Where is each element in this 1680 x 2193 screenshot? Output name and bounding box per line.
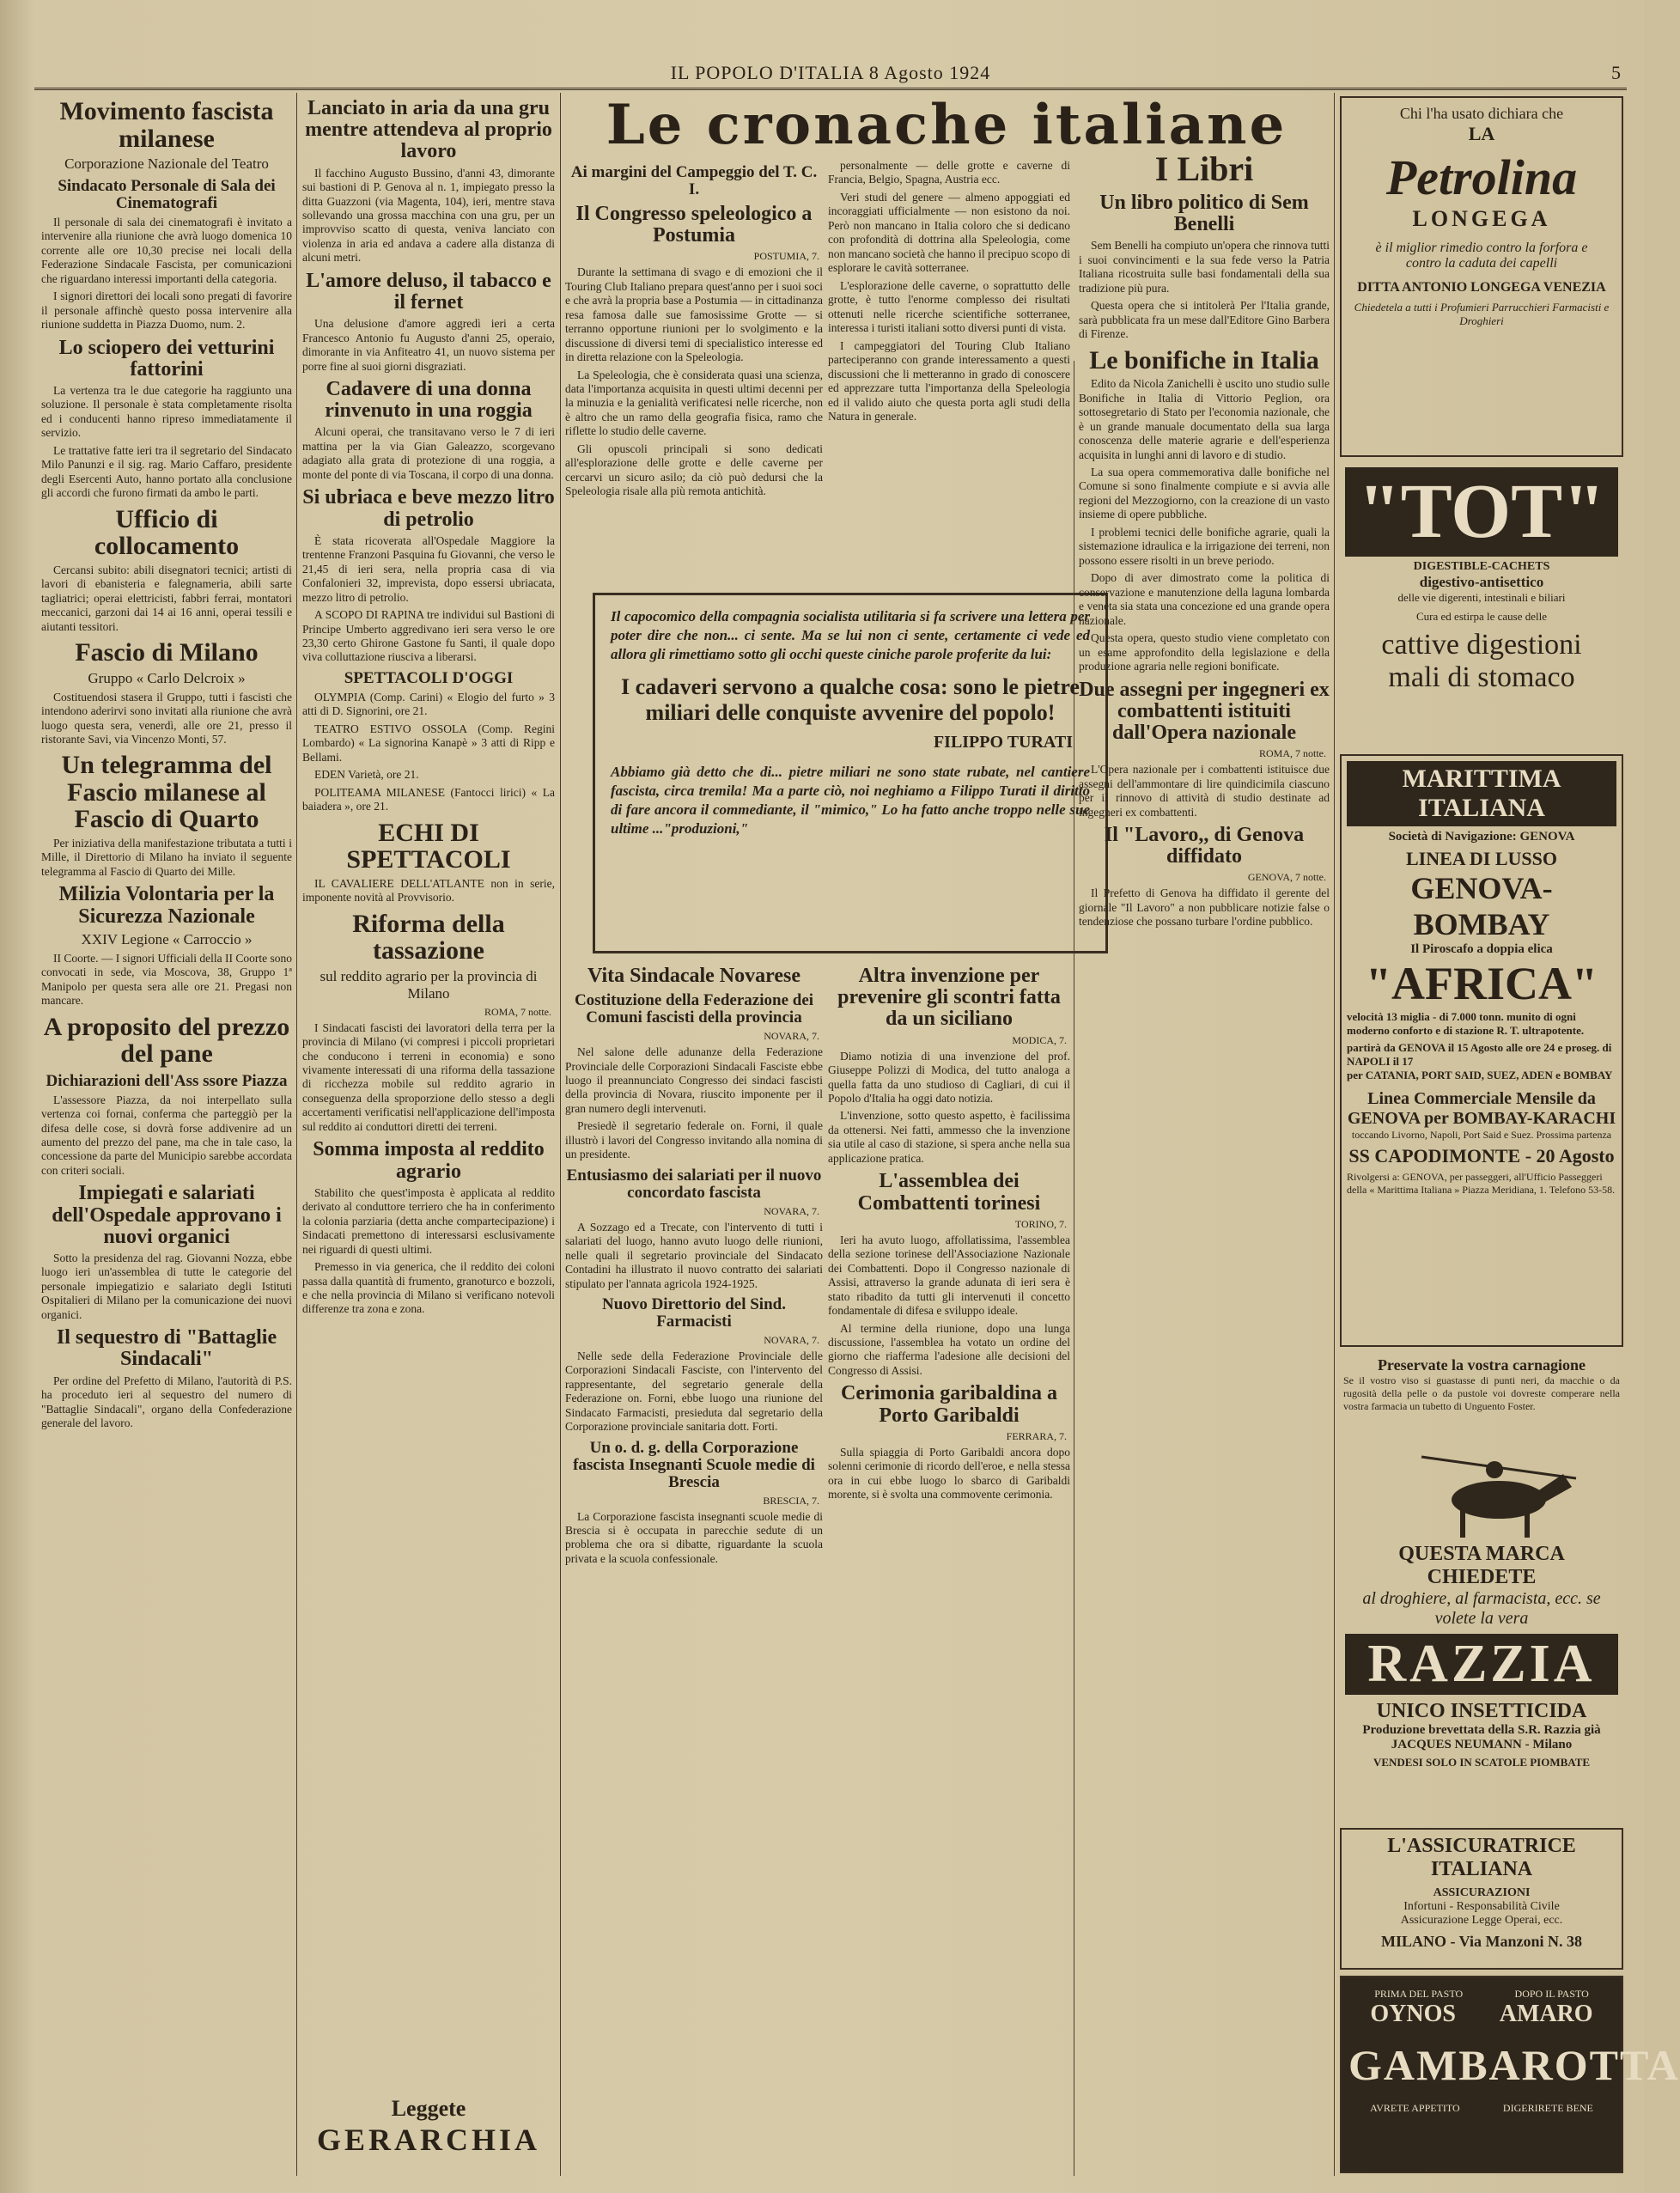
dateline: GENOVA, 7 notte. — [1247, 871, 1326, 884]
article-text: Questa opera che si intitolerà Per l'Italia grande, sarà pubblicata fra un mese dall'Editore Gino Barbera di Firenze. — [1079, 299, 1330, 341]
headline: Il Congresso speleologico a Postumia — [575, 202, 813, 247]
box-quote: I cadaveri servono a qualche cosa: sono le pietre miliari delle conquiste avvenire del popolo! — [621, 674, 1080, 726]
ad-text: Assicurazione Legge Operai, ecc. — [1400, 1914, 1563, 1927]
headline: Si ubriaca e beve mezzo litro di petrolio — [302, 486, 555, 531]
subheadline: Dichiarazioni dell'Ass ssore Piazza — [46, 1071, 288, 1090]
ad-text: "AFRICA" — [1366, 958, 1598, 1009]
dateline: ROMA, 7 notte. — [1259, 747, 1326, 760]
headline: Vita Sindacale Novarese — [587, 965, 800, 987]
promo-title: GERARCHIA — [316, 2123, 540, 2157]
article-text: Sulla spiaggia di Porto Garibaldi ancora dopo solenni cerimonie di ricordo dell'eroe, e nella stessa ora in cui ebbe luogo lo sbarco di Garibaldi morente, si è svolta una commovente cerimonia. — [828, 1445, 1070, 1502]
ad-tot — [1340, 462, 1623, 746]
ad-text: OYNOS — [1370, 2001, 1456, 2027]
ad-text: velocità 13 miglia - di 7.000 tonn. munito di ogni moderno conforto e di stazione R. T. ultrapotente. — [1347, 1010, 1585, 1037]
headline: SPETTACOLI D'OGGI — [344, 668, 514, 687]
ad-row — [1348, 1988, 1615, 2001]
article-text: Presiedè il segretario federale on. Forni, il quale illustrò i lavori del Congresso invitando alla nomina di un presidente. — [565, 1119, 823, 1161]
article-text: Sem Benelli ha compiuto un'opera che rinnova tutti i suoi convincimenti e la sua fede verso la Patria Italiana ricostruita sulle basi fondamentali della sua tradizione più pura. — [1079, 239, 1330, 295]
column-rule — [296, 93, 297, 2176]
article-text: L'Opera nazionale per i combattenti istituisce due assegni dell'ammontare di lire quindicimila ciascuno per il rinnovo di attività di studio destinate ad ingegneri ex combattenti. — [1079, 763, 1330, 819]
listing: TEATRO ESTIVO OSSOLA (Comp. Regini Lombardo) « La signorina Kanapè » 3 atti di Ripp e Bellami. — [302, 722, 555, 764]
ad-text: Se il vostro viso si guastasse di punti neri, da macchie o da rugosità della pelle o da pustole voi dovreste comperare nella vostra farmacia un tubetto di Unguento Foster. — [1343, 1374, 1620, 1412]
dateline: POSTUMIA, 7. — [753, 250, 819, 263]
article-text: La vertenza tra le due categorie ha raggiunto una soluzione. Il personale è stata completamente risolta ed i conducenti hanno ripreso immediatamente il servizio. — [41, 384, 292, 440]
ad-text: toccando Livorno, Napoli, Port Said e Suez. Prossima partenza — [1351, 1129, 1612, 1141]
ad-text: Il Piroscafo a doppia elica — [1410, 942, 1553, 956]
subheadline: Corporazione Nazionale del Teatro — [64, 155, 269, 172]
article-text: La Corporazione fascista insegnanti scuole medie di Brescia si è occupata in parecchie sedute di un problema che ora si dibatte, riguardante la scuola privata e la scuola confessionale. — [565, 1509, 823, 1565]
article-text: L'assessore Piazza, da noi interpellato sulla vertenza coi fornai, conferma che parteggiò per la difesa delle cose, si dovrà forse addivenire ad un aumento del prezzo del pane, ma che in tale caso, la concessione da parte del Municipio sarebbe accordata con criteri sociali. — [41, 1093, 292, 1177]
ad-brand: Petrolina — [1385, 149, 1578, 205]
ad-razzia — [1340, 1435, 1623, 1821]
box-intro: Il capocomico della compagnia socialista utilitaria si fa scrivere una lettera per poter dire che non... ci sente. Ma se lui non ci sente, certamente ci vede ed allora gli rimettiamo sotto gli occhi queste ciniche parole proferite da lui: — [611, 608, 1090, 663]
headline: Cadavere di una donna rinvenuto in una roggia — [325, 378, 533, 423]
page-header — [34, 58, 1627, 90]
ad-marittima — [1340, 754, 1623, 1347]
headline: Il sequestro di "Battaglie Sindacali" — [56, 1326, 277, 1371]
subheadline: XXIV Legione « Carroccio » — [81, 930, 253, 947]
section-title: I Libri — [1154, 149, 1254, 188]
rider-illustration — [1345, 1440, 1618, 1543]
ad-text: Linea Commerciale Mensile da GENOVA per BOMBAY-KARACHI — [1347, 1089, 1616, 1128]
article-text: Per iniziativa della manifestazione tributata a tutti i Mille, il Direttorio di Milano ha inviato il seguente telegramma al Fascio di Quarto dei Mille. — [41, 836, 292, 878]
article-text: Nelle sede della Federazione Provinciale delle Corporazioni Sindacali Fasciste, con l'intervento del rappresentante, del segretario generale della Federazione on. Forni, ebbe luogo una riunione del Sindacato Farmacisti, presieduta dal segretario della Corporazione provinciale sanitaria dott. Forti. — [565, 1349, 823, 1434]
ad-text: al droghiere, al farmacista, ecc. se volete la vera — [1362, 1589, 1601, 1628]
ad-brand: GAMBAROTTA — [1348, 2041, 1680, 2089]
article-text: Le trattative fatte ieri tra il segretario del Sindacato Milo Panunzi e il sig. rag. Mario Caffaro, presidente degli Esercenti Auto, hanno portato alla conclusione gli accordi che furono firmati da ambo le parti. — [41, 443, 292, 500]
headline: Impiegati e salariati dell'Ospedale approvano i nuovi organici — [52, 1182, 282, 1248]
ad-text: Chiedetela a tutti i Profumieri Parrucchieri Farmacisti e Droghieri — [1354, 301, 1610, 327]
subheadline: sul reddito agrario per la provincia di Milano — [320, 967, 538, 1002]
headline: ECHI DI SPETTACOLI — [346, 818, 511, 874]
ad-text: cattive digestioni — [1381, 628, 1582, 661]
article-text: Premesso in via generica, che il reddito dei coloni passa dalla quantità di frumento, granoturco e bozzoli, e che nella provincia di Milano si verificano notevoli differenze tra zona e zona. — [302, 1260, 555, 1316]
ad-text: Chi l'ha usato dichiara che — [1399, 105, 1564, 122]
ad-text: PRIMA DEL PASTO — [1374, 1988, 1464, 2000]
ad-text: LINEA DI LUSSO — [1405, 848, 1558, 869]
column-4-top — [828, 159, 1070, 580]
subheadline: Costituzione della Federazione dei Comuni fascisti della provincia — [574, 991, 814, 1027]
ad-text: per CATANIA, PORT SAID, SUEZ, ADEN e BOMBAY — [1347, 1069, 1613, 1081]
article-text: II Coorte. — I signori Ufficiali della II Coorte sono convocati in sede, via Moscova, 38, Gruppo 1ª Manipolo per questa sera alle ore 21. Pregasi non mancare. — [41, 951, 292, 1008]
listing: POLITEAMA MILANESE (Fantocci lirici) « La baiadera », ore 21. — [302, 785, 555, 813]
article-text: personalmente — delle grotte e caverne di Francia, Belgio, Spagna, Austria ecc. — [828, 159, 1070, 186]
headline: Entusiasmo dei salariati per il nuovo concordato fascista — [566, 1166, 822, 1202]
dateline: NOVARA, 7. — [764, 1204, 819, 1217]
article-text: Il personale di sala dei cinematografi è invitato a intervenire alla riunione che avrà luogo domenica 10 corrente alle ore 10,30 precise nei locali della Federazione Sindacale Fascista, per comunicazioni che riguardano interessi importanti della categoria. — [41, 215, 292, 285]
headline: Ufficio di collocamento — [94, 504, 240, 561]
listing: OLYMPIA (Comp. Carini) « Elogio del furto » 3 atti di D. Signorini, ore 21. — [302, 690, 555, 718]
headline: Somma imposta al reddito agrario — [313, 1138, 545, 1183]
gerarchia-promo — [302, 2096, 555, 2158]
article-text: Costituendosi stasera il Gruppo, tutti i fascisti che intendono aderirvi sono invitati alla riunione che avrà luogo questa sera, venerdì, alle ore 21, presso il ristorante Savi, via Vincenzo Monti, 57. — [41, 690, 292, 746]
article-text: Veri studi del genere — almeno appoggiati ed incoraggiati ufficialmente — non esistono da noi. Però non mancano in Italia coloro che si dedicano con profondità di dottrina alla Speleologia, come non mancano società che hanno il precipuo scopo di esplorare le cavità sotterranee. — [828, 190, 1070, 275]
page-number: 5 — [1611, 62, 1622, 83]
headline: Riforma della tassazione — [352, 909, 505, 966]
ad-text: AVRETE APPETITO — [1370, 2102, 1460, 2114]
headline: Nuovo Direttorio del Sind. Farmacisti — [602, 1295, 786, 1331]
headline: Un telegramma del Fascio milanese al Fascio di Quarto — [61, 751, 272, 834]
column-5 — [1079, 146, 1330, 2180]
ad-text: SS CAPODIMONTE - 20 Agosto — [1348, 1145, 1615, 1167]
section-banner: Le cronache italiane — [606, 93, 1287, 157]
ad-text: AMARO — [1499, 2001, 1593, 2027]
headline: Il "Lavoro,, di Genova diffidato — [1104, 823, 1305, 868]
headline: Due assegni per ingegneri ex combattenti istituiti dall'Opera nazionale — [1079, 678, 1330, 744]
dateline: MODICA, 7. — [1012, 1033, 1067, 1046]
article-text: Il facchino Augusto Bussino, d'anni 43, dimorante sui bastioni di P. Genova al n. 1, impiegato presso la ditta Guazzoni (via Magenta, 104), ieri, mentre stava sollevando una grossa macchina con una gru, per un improvviso scatto di questa, veniva lanciato con violenza in aria ed andava a cadere alla distanza di alcuni metri. — [302, 166, 555, 265]
ad-text: DITTA ANTONIO LONGEGA VENEZIA — [1357, 280, 1606, 295]
ad-row — [1348, 2001, 1615, 2028]
box-author: FILIPPO TURATI — [933, 733, 1073, 752]
promo-label: Leggete — [391, 2096, 466, 2121]
ad-text: QUESTA MARCA CHIEDETE — [1398, 1543, 1565, 1588]
ad-text: delle vie digerenti, intestinali e biliari — [1397, 590, 1566, 604]
column-4-bottom — [828, 960, 1070, 2180]
ad-brand: L'ASSICURATRICE ITALIANA — [1387, 1835, 1576, 1880]
turati-quote-box — [593, 593, 1108, 953]
headline: L'amore deluso, il tabacco e il fernet — [306, 269, 551, 314]
article-text: I problemi tecnici delle bonifiche agrarie, quali la sistemazione idraulica e la irrigazione dei terreni, non possono essere risolti in un breve periodo. — [1079, 525, 1330, 567]
article-text: Al termine della riunione, dopo una lunga discussione, l'assemblea ha votato un ordine del giorno che riafferma l'adesione alle decisioni del Congresso di Assisi. — [828, 1321, 1070, 1377]
horse-rider-icon — [1353, 1440, 1610, 1541]
article-text: A Sozzago ed a Trecate, con l'intervento di tutti i salariati del luogo, hanno avuto luogo delle riunioni, nelle quali il segretario provinciale del Sindacato Contadini ha illustrato il nuovo contratto dei salariati stipulato per l'annata agricola 1924-1925. — [565, 1220, 823, 1290]
dateline: ROMA, 7 notte. — [484, 1005, 551, 1018]
ad-brand: MARITTIMA ITALIANA — [1347, 761, 1616, 826]
article-text: Una delusione d'amore aggredì ieri a certa Francesco Antonio fu Augusto d'anni 25, operaio, dimorante in via Anfiteatro 41, un nuovo sistema per porre fine al suoi giorni disgraziati. — [302, 317, 555, 373]
headline: L'assemblea dei Combattenti torinesi — [857, 1170, 1041, 1215]
ad-text: DIGESTIBLE-CACHETS — [1413, 559, 1550, 573]
headline: Milizia Volontaria per la Sicurezza Nazionale — [58, 883, 275, 928]
headline: Movimento fascista milanese — [59, 97, 274, 153]
article-text: A SCOPO DI RAPINA tre individui sul Bastioni di Principe Umberto aggredivano ieri sera verso le ore 23,30 certo Ghirone Gastone fu Santi, il quale dopo viva colluttazione riusciva a liberarsi. — [302, 608, 555, 664]
article-text: La sua opera commemorativa dalle bonifiche nel Comune si sono finalmente compiute e si avvia alle regioni del Mezzogiorno, con la creazione di un vasto insieme di opere pubbliche. — [1079, 465, 1330, 521]
dateline: TORINO, 7. — [1014, 1217, 1067, 1230]
column-1 — [41, 93, 292, 2176]
article-text: È stata ricoverata all'Ospedale Maggiore la trentenne Franzoni Pasquina fu Giovanni, che verso le 21,45 di ieri sera, nella propria casa di via Confalonieri 32, imprevista, dopo essersi ubriacata, mezzo litro di petrolio. — [302, 533, 555, 604]
ad-text: Società di Navigazione: GENOVA — [1388, 830, 1575, 844]
ad-text: Cura ed estirpa le cause delle — [1416, 609, 1547, 623]
ad-text: è il miglior rimedio contro la forfora e contro la caduta dei capelli — [1375, 241, 1588, 271]
column-3-bottom — [565, 960, 823, 2180]
ad-brand: LONGEGA — [1412, 206, 1551, 231]
ad-text: Preservate la vostra carnagione — [1377, 1356, 1586, 1374]
ad-gambarotta — [1340, 1976, 1680, 2173]
ad-petrolina — [1340, 96, 1623, 457]
box-comment: Abbiamo già detto che di... pietre miliari ne sono state rubate, nel cantiere fascista, circa tremila! Ma a parte ciò, noi neghiamo a Filippo Turati il diritto di fare ancora il commediante, il "mimico," Lo ha fatto anche troppo nelle sue ultime ..."produzioni," — [611, 764, 1090, 838]
header-title: IL POPOLO D'ITALIA 8 Agosto 1924 — [670, 62, 991, 83]
article-text: La Speleologia, che è considerata quasi una scienza, data l'importanza acquisita in questi ultimi decenni per la minuzia e la genialità verificatesi nelle ricerche, non è altro che un ramo della geografia fisica, ramo che riflette lo studio delle caverne. — [565, 368, 823, 438]
subheadline: Ai margini del Campeggio del T. C. I. — [570, 163, 818, 198]
article-text: Ieri ha avuto luogo, affollatissima, l'assemblea della sezione torinese dell'Associazione Nazionale dei Combattenti. Dopo il Congresso nazionale di Assisi, attraverso la grande adunata di ieri sera è stato ribadito da tutti gli intervenuti il concetto fondamentale di difesa e sviluppo ideale. — [828, 1233, 1070, 1318]
ad-text: partirà da GENOVA il 15 Agosto alle ore 24 e proseg. di NAPOLI il 17 — [1347, 1041, 1612, 1068]
column-2 — [302, 93, 555, 2176]
ad-text: Rivolgersi a: GENOVA, per passeggeri, all'Ufficio Passeggeri della « Marittima Italiana » Piazza Meridiana, 1. Telefono 53-58. — [1347, 1171, 1616, 1196]
article-text: I signori direttori dei locali sono pregati di favorire il personale affinchè questo possa intervenire alla riunione suddetta in Piazza Duomo, num. 2. — [41, 289, 292, 332]
ad-text: digestivo-antisettico — [1419, 573, 1544, 590]
article-text: Stabilito che quest'imposta è applicata al reddito derivato al conduttore terriero che ha in conferimento la colonia parziaria (detta anche compartecipazione) i Sindacati premettono di interessarsi esclusivamente nei riguardi di questi ultimi. — [302, 1185, 555, 1256]
ad-brand: "TOT" — [1345, 467, 1618, 557]
headline: A proposito del prezzo del pane — [43, 1012, 290, 1069]
article-text: Cercansi subito: abili disegnatori tecnici; artisti di lavori di ebanisteria e falegnameria, abili sarte tagliatrici; operai elettricisti, fabbri ferrai, montatori meccanici, garzoni dai 14 ai 16 anni, operai tessili e aiutanti tessitori. — [41, 563, 292, 633]
article-text: Alcuni operai, che transitavano verso le 7 di ieri mattina per la via Gian Galeazzo, scorgevano adagiato alla grata di protezione di una roggia, a monte del ponte di via Toscana, il corpo di una donna. — [302, 425, 555, 481]
dateline: NOVARA, 7. — [764, 1333, 819, 1346]
headline: Un o. d. g. della Corporazione fascista Insegnanti Scuole medie di Brescia — [573, 1438, 815, 1491]
article-text: I campeggiatori del Touring Club Italiano parteciperanno con grande interessamento a questi discussioni che li metteranno in grado di conoscere ed apprezzare tutta l'importanza della Speleologia ed il valido aiuto che questa porta agli studi della Natura in generale. — [828, 338, 1070, 423]
subheadline: Gruppo « Carlo Delcroix » — [88, 669, 246, 686]
ad-text: GENOVA-BOMBAY — [1410, 871, 1553, 941]
headline: Cerimonia garibaldina a Porto Garibaldi — [840, 1382, 1057, 1427]
article-text: Edito da Nicola Zanichelli è uscito uno studio sulle Bonifiche in Italia di Vittorio Peglion, ora sottosegretario di Stato per l'economia nazionale, che è un grande manuale documentato della sua larga conoscenza delle materie agrarie e dell'esperienza acquisita in lunghi anni di lavoro e di studio. — [1079, 377, 1330, 461]
ad-text: ASSICURAZIONI — [1433, 1886, 1531, 1899]
ad-preservate — [1340, 1353, 1623, 1430]
dateline: NOVARA, 7. — [764, 1030, 819, 1043]
ad-text: MILANO - Via Manzoni N. 38 — [1381, 1933, 1582, 1950]
ad-text: LA — [1468, 123, 1495, 144]
column-rule — [1334, 93, 1335, 2176]
article-text: Durante la settimana di svago e di emozioni che il Touring Club Italiano prepara quest'anno per i suoi soci e che avrà la propria base a Postumia — in cittadinanza resa famosa dalle sue famosissime Grotte — si terranno opportune riunioni per lo svolgimento e la discussione di diversi temi di specialistico interesse ed in diretta relazione con la Speleologia. — [565, 265, 823, 364]
headline: Lanciato in aria da una gru mentre attendeva al proprio lavoro — [305, 97, 552, 163]
listing: EDEN Varietà, ore 21. — [314, 768, 419, 782]
article-text: Sotto la presidenza del rag. Giovanni Nozza, ebbe luogo ieri un'assemblea di tutte le categorie del personale impiegatizio e salariato degli Istituti Ospitalieri di Milano per la comunicazione dei nuovi organici. — [41, 1251, 292, 1321]
article-text: Per ordine del Prefetto di Milano, l'autorità di P.S. ha proceduto ieri al sequestro del numero di "Battaglie Sindacali", organo della Confederazione generale del lavoro. — [41, 1374, 292, 1430]
article-text: Nel salone delle adunanze della Federazione Provinciale delle Corporazioni Sindacali Fasciste ebbe luogo il preannunciato Congresso dei sindaci fascisti della provincia di Novara, riuscito imponente per il gran numero degli intervenuti. — [565, 1045, 823, 1115]
ad-text: VENDESI SOLO IN SCATOLE PIOMBATE — [1373, 1756, 1591, 1769]
article-text: Questa opera, questo studio viene completato con un esame approfondito della legislazione e della produzione agraria nelle regioni bonificate. — [1079, 631, 1330, 673]
ad-assicuratrice — [1340, 1828, 1623, 1970]
ad-text: mali di stomaco — [1388, 661, 1575, 693]
ad-text: DIGERIRETE BENE — [1502, 2102, 1593, 2114]
headline: Le bonifiche in Italia — [1089, 345, 1319, 375]
headline: Fascio di Milano — [75, 638, 259, 667]
article-text: I Sindacati fascisti dei lavoratori della terra per la provincia di Milano (vi compresi i piccoli proprietari che conducono i terreni in economia) e sono vivamente interessati di una riforma della tassazione di ricchezza mobile sul reddito agrario in conseguenza della sproporzione dello stesso a degli accertamenti verificatisi nell'applicazione dell'imposta sul reddito ai conduttori diretti dei terreni. — [302, 1020, 555, 1133]
article-text: L'esplorazione delle caverne, o soprattutto delle grotte, è tutto l'enorme complesso dei risultati ottenuti nelle ricerche scientifiche sotterranee, interessa i turisti italiani sotto diversi punti di vista. — [828, 278, 1070, 335]
article-text: IL CAVALIERE DELL'ATLANTE non in serie, imponente novità al Provvisorio. — [302, 876, 555, 905]
dateline: FERRARA, 7. — [1006, 1429, 1067, 1442]
article-text: Dopo di aver dimostrato come la politica di conservazione e manutenzione della laguna lombarda e veneta sia stata una concezione ed una grande opera nazionale. — [1079, 571, 1330, 627]
ad-text: DOPO IL PASTO — [1514, 1988, 1589, 2000]
ad-row — [1348, 2102, 1615, 2115]
ad-brand: RAZZIA — [1345, 1634, 1618, 1695]
headline: Lo sciopero dei vetturini fattorini — [58, 336, 275, 381]
headline: Un libro politico di Sem Benelli — [1099, 192, 1309, 236]
column-rule — [560, 93, 561, 2176]
column-3-top — [565, 159, 823, 580]
ad-text: UNICO INSETTICIDA — [1376, 1700, 1587, 1722]
article-text: Gli opuscoli principali si sono dedicati all'esplorazione delle grotte e delle caverne per cercarvi un sicuro asilo; da ciò può dedursi che la Speleologia risale alla più remota antichità. — [565, 442, 823, 498]
article-text: Diamo notizia di una invenzione del prof. Giuseppe Polizzi di Modica, del tutto analoga a quella fatta da uno studioso di Cagliari, di cui il Popolo d'Italia ha oggi dato notizia. — [828, 1049, 1070, 1105]
article-text: Il Prefetto di Genova ha diffidato il gerente del giornale "Il Lavoro" a non pubblicare notizie false o tendenziose che possano turbare l'ordine pubblico. — [1079, 886, 1330, 929]
subheadline: Sindacato Personale di Sala dei Cinematografi — [58, 177, 276, 212]
article-text: L'invenzione, sotto questo aspetto, è facilissima da ottenersi. Nei fatti, ammesso che la invenzione sia utile al caso di stazione, si spera anche nella sua applicazione pratica. — [828, 1109, 1070, 1165]
ad-text: Produzione brevettata della S.R. Razzia già JACQUES NEUMANN - Milano — [1362, 1723, 1601, 1751]
dateline: BRESCIA, 7. — [763, 1494, 819, 1507]
headline: Altra invenzione per prevenire gli scontri fatta da un siciliano — [837, 965, 1061, 1031]
ad-text: Infortuni - Responsabilità Civile — [1403, 1900, 1560, 1913]
